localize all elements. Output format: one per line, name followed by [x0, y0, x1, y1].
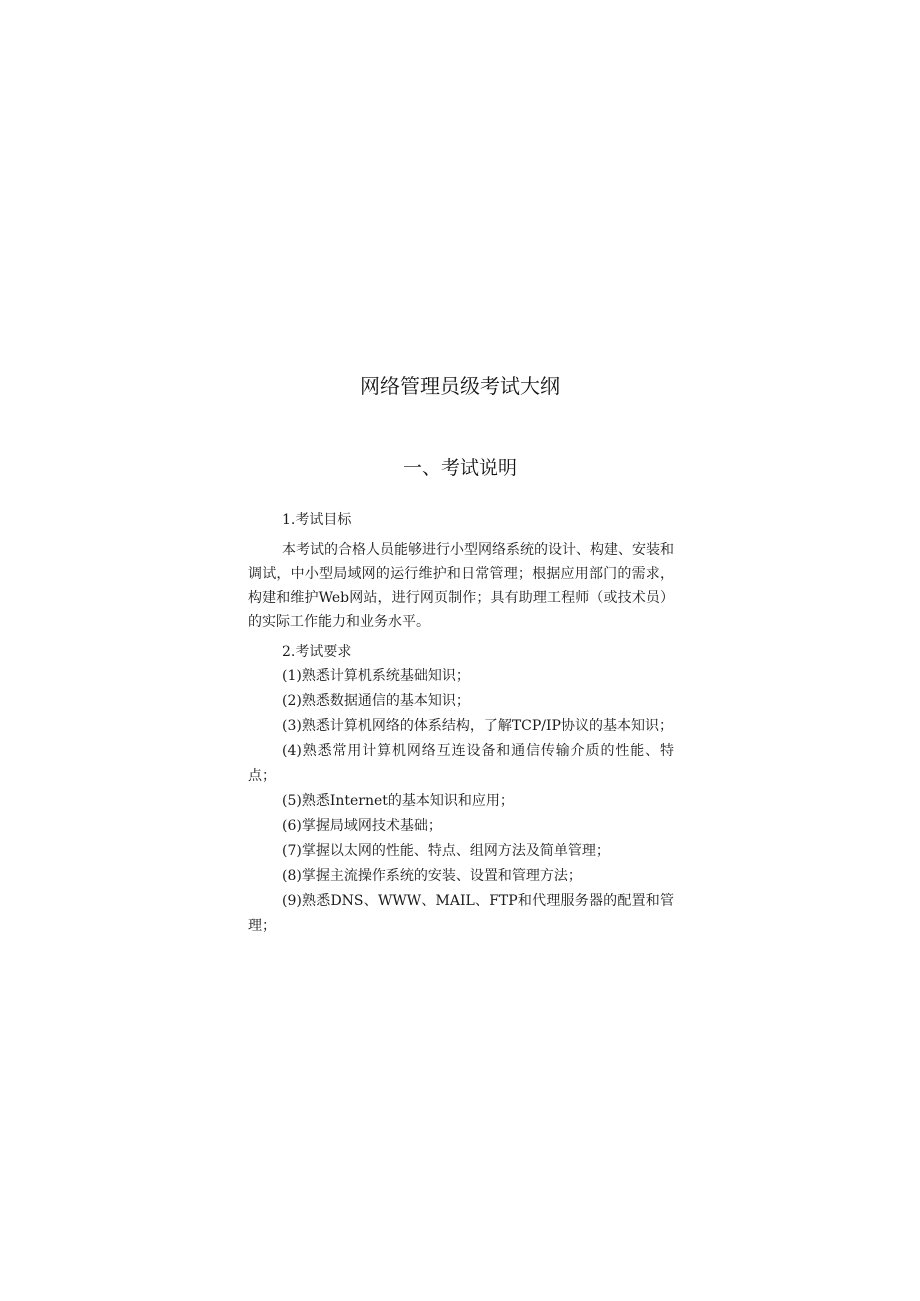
requirement-item: (7)掌握以太网的性能、特点、组网方法及简单管理；	[282, 843, 610, 859]
requirement-item: (3)熟悉计算机网络的体系结构，了解TCP/IP协议的基本知识；	[282, 718, 673, 734]
requirement-item: (4)熟悉常用计算机网络互连设备和通信传输介质的性能、特点；	[248, 743, 674, 784]
subheading-exam-goal: 1.考试目标	[282, 512, 352, 528]
subheading-exam-requirements: 2.考试要求	[282, 644, 352, 660]
requirement-item: (9)熟悉DNS、WWW、MAIL、FTP和代理服务器的配置和管理；	[248, 893, 674, 934]
requirement-item: (5)熟悉Internet的基本知识和应用；	[282, 793, 514, 809]
requirement-item: (8)掌握主流操作系统的安装、设置和管理方法；	[282, 868, 582, 884]
document-title: 网络管理员级考试大纲	[360, 374, 560, 398]
requirement-item: (1)熟悉计算机系统基础知识；	[282, 668, 470, 684]
section-heading-exam-description: 一、考试说明	[402, 457, 517, 479]
paragraph-exam-goal: 本考试的合格人员能够进行小型网络系统的设计、构建、安装和调试，中小型局域网的运行维护和日常管理；根据应用部门的需求，构建和维护Web网站，进行网页制作；具有助理工程师（或技术员）的实际工作能力和业务水平。	[248, 542, 674, 630]
requirement-item: (2)熟悉数据通信的基本知识；	[282, 693, 470, 709]
document-body	[248, 508, 674, 939]
requirement-item: (6)掌握局域网技术基础；	[282, 818, 442, 834]
